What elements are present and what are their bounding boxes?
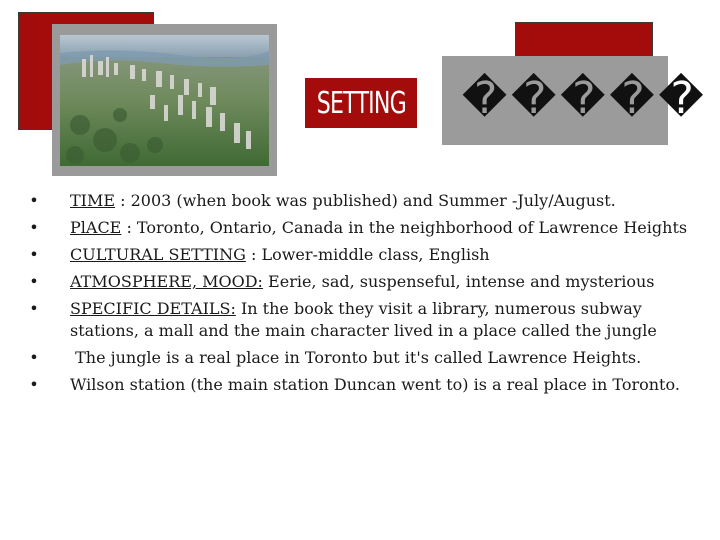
list-item	[28, 217, 708, 239]
item-text: Eerie, sad, suspenseful, intense and mysterious	[268, 272, 655, 291]
bullet-icon: •	[29, 245, 39, 264]
item-text: Wilson station (the main station Duncan went to) is a real place in Toronto.	[70, 375, 680, 394]
photo-frame	[52, 24, 277, 176]
item-text: Toronto, Ontario, Canada in the neighborhood of Lawrence Heights	[136, 218, 688, 237]
title-box	[305, 78, 417, 128]
bullet-icon: •	[29, 191, 39, 210]
city-aerial-photo	[60, 35, 269, 166]
list-item	[28, 347, 708, 369]
item-label: PlACE	[70, 218, 122, 237]
page-title: SETTING	[316, 85, 406, 121]
item-separator: :	[115, 191, 131, 210]
list-item	[28, 244, 708, 266]
bullet-list	[28, 190, 708, 401]
bullet-icon: •	[29, 218, 39, 237]
item-text: 2003 (when book was published) and Summer -July/August.	[130, 191, 616, 210]
item-text: The jungle is a real place in Toronto but it's called Lawrence Heights.	[70, 348, 642, 367]
list-item	[28, 374, 708, 396]
item-separator: :	[121, 218, 137, 237]
item-label: ATMOSPHERE, MOOD:	[70, 272, 263, 291]
bullet-icon: •	[29, 375, 39, 394]
bullet-icon: •	[29, 348, 39, 367]
item-label: SPECIFIC DETAILS:	[70, 299, 236, 318]
item-label: TIME	[70, 191, 116, 210]
item-label: CULTURAL SETTING	[70, 245, 246, 264]
list-item	[28, 298, 708, 342]
garbled-title: �����	[462, 73, 708, 124]
list-item	[28, 190, 708, 212]
item-text: Lower-middle class, English	[261, 245, 490, 264]
bullet-icon: •	[29, 299, 39, 318]
bullet-icon: •	[29, 272, 39, 291]
list-item	[28, 271, 708, 293]
item-separator: :	[245, 245, 262, 264]
item-text: In the book they visit a library, numerous subway stations, a mall and the main character lived in a place called the jungle	[70, 299, 657, 340]
